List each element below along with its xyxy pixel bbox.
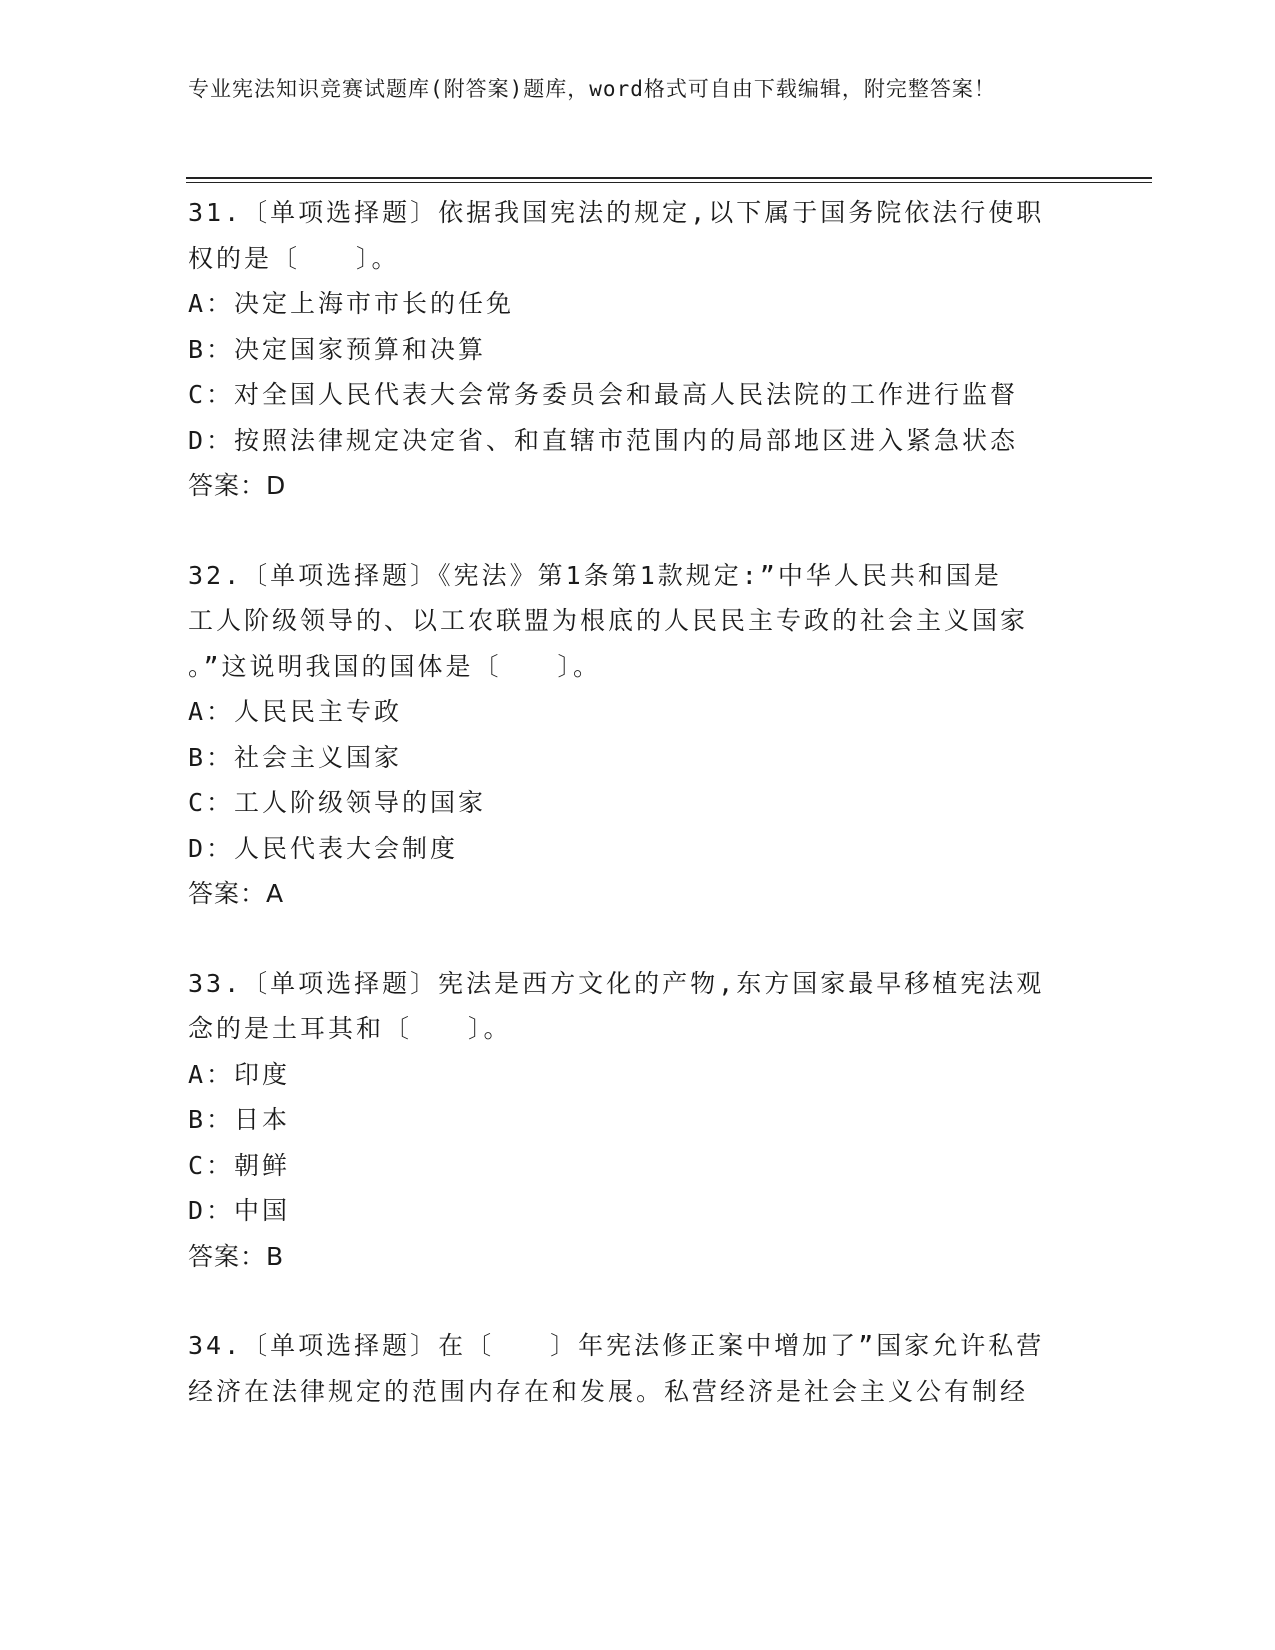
question-stem: 权的是〔 〕。 xyxy=(188,243,400,273)
question-list xyxy=(188,190,1058,1458)
question-33 xyxy=(188,961,1058,1280)
option-b: B：决定国家预算和决算 xyxy=(188,334,487,364)
question-stem: 工人阶级领导的、以工农联盟为根底的人民民主专政的社会主义国家 xyxy=(188,606,1029,635)
question-34 xyxy=(188,1323,1058,1414)
document-header: 专业宪法知识竞赛试题库(附答案)题库，word格式可自由下载编辑，附完整答案！ xyxy=(188,77,996,101)
option-b: B：日本 xyxy=(188,1105,291,1134)
answer: 答案：D xyxy=(188,471,287,500)
question-stem: 33.〔单项选择题〕宪法是西方文化的产物,东方国家最早移植宪法观 xyxy=(188,968,1045,998)
question-stem: 31.〔单项选择题〕依据我国宪法的规定,以下属于国务院依法行使职 xyxy=(188,198,1045,227)
question-stem: 34.〔单项选择题〕在〔 〕年宪法修正案中增加了”国家允许私营 xyxy=(188,1331,1045,1360)
option-a: A：决定上海市市长的任免 xyxy=(188,289,515,318)
answer: 答案：B xyxy=(188,1241,285,1271)
header-divider-thin xyxy=(186,182,1152,183)
option-d: D：按照法律规定决定省、和直辖市范围内的局部地区进入紧急状态 xyxy=(188,425,1019,455)
question-31 xyxy=(188,190,1058,509)
option-a: A：人民民主专政 xyxy=(188,697,403,726)
option-c: C：对全国人民代表大会常务委员会和最高人民法院的工作进行监督 xyxy=(188,380,1019,409)
option-c: C：朝鲜 xyxy=(188,1150,291,1180)
header-divider-thick xyxy=(186,177,1152,179)
question-stem: 经济在法律规定的范围内存在和发展。私营经济是社会主义公有制经 xyxy=(188,1376,1029,1406)
option-b: B：社会主义国家 xyxy=(188,742,403,772)
question-stem: 念的是土耳其和〔 〕。 xyxy=(188,1014,512,1043)
answer: 答案：A xyxy=(188,879,285,908)
option-a: A：印度 xyxy=(188,1059,291,1089)
option-d: D：中国 xyxy=(188,1196,291,1225)
question-stem: 。”这说明我国的国体是〔 〕。 xyxy=(188,651,602,681)
option-d: D：人民代表大会制度 xyxy=(188,833,459,863)
question-32 xyxy=(188,553,1058,917)
option-c: C：工人阶级领导的国家 xyxy=(188,788,487,817)
question-stem: 32.〔单项选择题〕《宪法》第1条第1款规定:”中华人民共和国是 xyxy=(188,560,1002,590)
